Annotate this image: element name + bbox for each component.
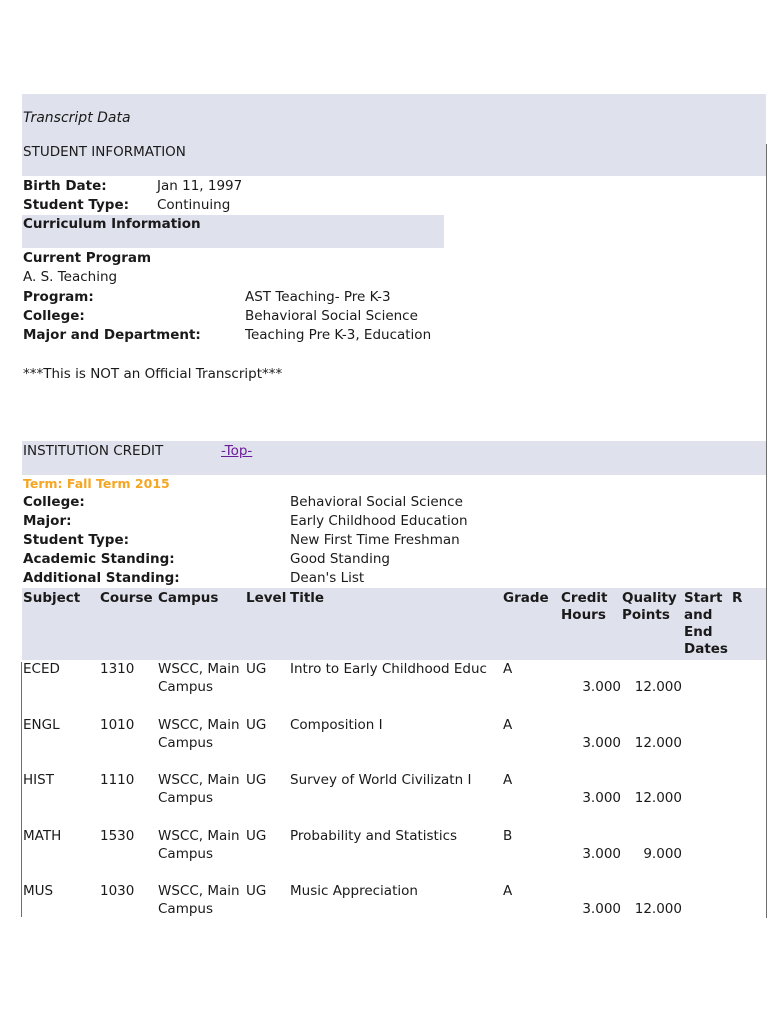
table-row [0, 661, 768, 717]
cell-points: 12.000 [634, 679, 682, 695]
cell-grade: B [503, 828, 513, 844]
birth-date-label: Birth Date: [23, 178, 107, 194]
cell-title: Probability and Statistics [290, 828, 458, 844]
col-quality-header-2: Points [622, 607, 670, 623]
cell-points: 12.000 [634, 735, 682, 751]
cell-level: UG [246, 661, 267, 677]
cell-subject: MATH [23, 828, 62, 844]
top-link[interactable]: -Top- [221, 443, 253, 459]
birth-date-value: Jan 11, 1997 [157, 178, 243, 194]
cell-campus: WSCC, Main [158, 772, 240, 788]
cell-subject: ENGL [23, 717, 60, 733]
page-title-band [22, 94, 766, 142]
cell-course: 1110 [100, 772, 135, 788]
col-quality-header-1: Quality [622, 590, 677, 606]
additional-standing-label: Additional Standing: [23, 570, 180, 586]
current-program-label: Current Program [23, 250, 152, 266]
additional-standing-value: Dean's List [290, 570, 365, 586]
student-type-label: Student Type: [23, 197, 129, 213]
cell-hours: 3.000 [582, 846, 621, 862]
cell-level: UG [246, 717, 267, 733]
cell-points: 9.000 [643, 846, 682, 862]
table-row [0, 717, 768, 773]
term-major-value: Early Childhood Education [290, 513, 468, 529]
cell-grade: A [503, 717, 513, 733]
cell-level: UG [246, 828, 267, 844]
cell-grade: A [503, 661, 513, 677]
cell-subject: MUS [23, 883, 54, 899]
cell-hours: 3.000 [582, 901, 621, 917]
cell-campus-line2: Campus [158, 901, 214, 917]
college-label: College: [23, 308, 85, 324]
col-campus-header: Campus [158, 590, 219, 606]
cell-level: UG [246, 883, 267, 899]
col-r-header: R [732, 590, 743, 606]
col-grade-header: Grade [503, 590, 549, 606]
major-value: Teaching Pre K-3, Education [245, 327, 432, 343]
term-student-type-value: New First Time Freshman [290, 532, 460, 548]
cell-title: Composition I [290, 717, 383, 733]
col-dates-header-2: and [684, 607, 713, 623]
cell-campus-line2: Campus [158, 790, 214, 806]
student-type-value: Continuing [157, 197, 231, 213]
institution-credit-heading: INSTITUTION CREDIT [23, 443, 164, 459]
cell-hours: 3.000 [582, 790, 621, 806]
cell-level: UG [246, 772, 267, 788]
academic-standing-value: Good Standing [290, 551, 390, 567]
cell-grade: A [503, 772, 513, 788]
col-level-header: Level [246, 590, 287, 606]
term-student-type-label: Student Type: [23, 532, 129, 548]
current-program-value: A. S. Teaching [23, 269, 118, 285]
col-dates-header-1: Start [684, 590, 723, 606]
major-label: Major and Department: [23, 327, 201, 343]
page-title: Transcript Data [23, 110, 131, 126]
cell-campus-line2: Campus [158, 679, 214, 695]
table-row [0, 883, 768, 923]
program-label: Program: [23, 289, 94, 305]
cell-points: 12.000 [634, 901, 682, 917]
cell-course: 1030 [100, 883, 135, 899]
cell-subject: ECED [23, 661, 60, 677]
college-value: Behavioral Social Science [245, 308, 418, 324]
col-credit-header-2: Hours [561, 607, 606, 623]
table-row [0, 772, 768, 828]
term-label: Term: Fall Term 2015 [23, 476, 170, 491]
cell-course: 1530 [100, 828, 135, 844]
curriculum-heading: Curriculum Information [23, 216, 201, 232]
col-subject-header: Subject [23, 590, 81, 606]
disclaimer: ***This is NOT an Official Transcript*** [23, 366, 283, 382]
cell-hours: 3.000 [582, 679, 621, 695]
term-college-value: Behavioral Social Science [290, 494, 463, 510]
col-dates-header-3: End [684, 624, 713, 640]
col-title-header: Title [290, 590, 325, 606]
cell-campus: WSCC, Main [158, 828, 240, 844]
cell-campus: WSCC, Main [158, 717, 240, 733]
col-course-header: Course [100, 590, 153, 606]
cell-hours: 3.000 [582, 735, 621, 751]
cell-subject: HIST [23, 772, 54, 788]
cell-campus: WSCC, Main [158, 661, 240, 677]
cell-course: 1010 [100, 717, 135, 733]
cell-grade: A [503, 883, 513, 899]
table-row [0, 828, 768, 884]
student-info-heading: STUDENT INFORMATION [23, 144, 186, 160]
term-major-label: Major: [23, 513, 72, 529]
col-credit-header-1: Credit [561, 590, 608, 606]
academic-standing-label: Academic Standing: [23, 551, 175, 567]
cell-campus-line2: Campus [158, 735, 214, 751]
cell-title: Survey of World Civilizatn I [290, 772, 472, 788]
program-value: AST Teaching- Pre K-3 [245, 289, 391, 305]
cell-course: 1310 [100, 661, 135, 677]
col-dates-header-4: Dates [684, 641, 728, 657]
cell-title: Intro to Early Childhood Educ [290, 661, 487, 677]
cell-campus: WSCC, Main [158, 883, 240, 899]
cell-points: 12.000 [634, 790, 682, 806]
term-college-label: College: [23, 494, 85, 510]
cell-campus-line2: Campus [158, 846, 214, 862]
cell-title: Music Appreciation [290, 883, 418, 899]
